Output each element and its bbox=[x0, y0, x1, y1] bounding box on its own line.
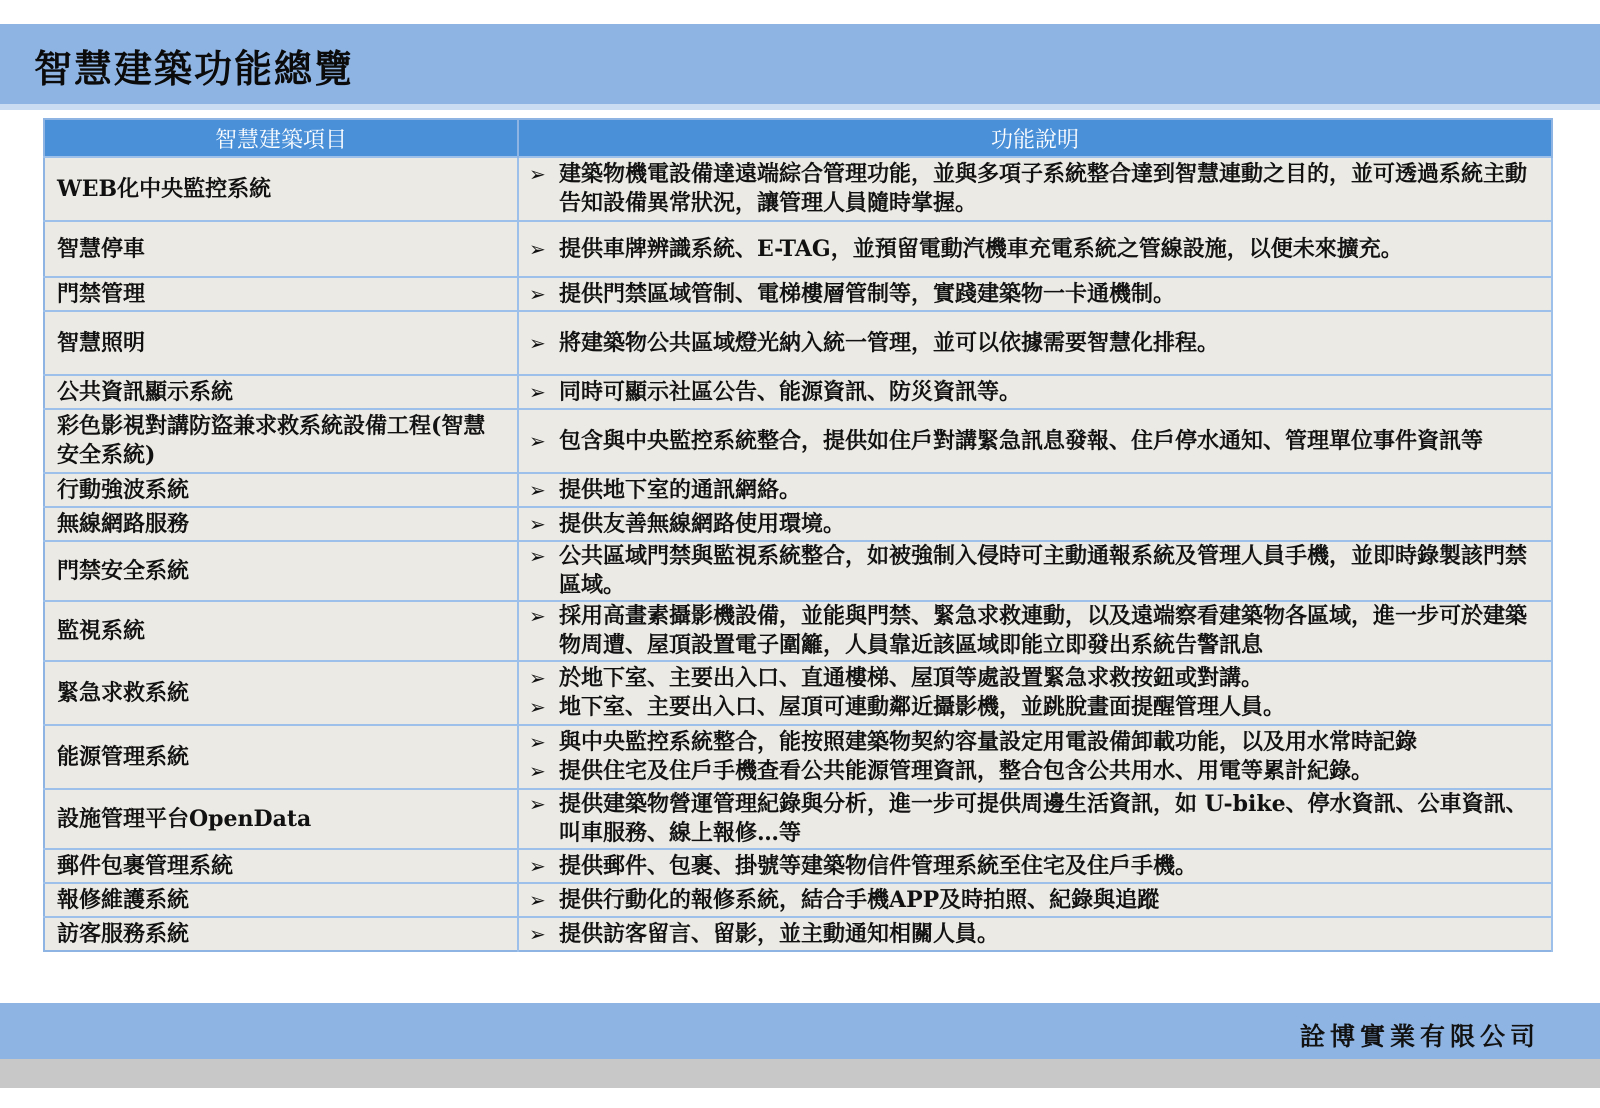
feature-description-text: 地下室、主要出入口、屋頂可連動鄰近攝影機，並跳脫畫面提醒管理人員。 bbox=[559, 694, 1286, 720]
arrow-bullet-icon: ➢ bbox=[529, 330, 546, 355]
arrow-bullet-icon: ➢ bbox=[529, 695, 546, 719]
table-header-row bbox=[44, 119, 1552, 157]
feature-description-bullet bbox=[529, 280, 1541, 309]
table-row bbox=[44, 725, 1552, 789]
page-title: 智慧建築功能總覽 bbox=[34, 47, 355, 91]
feature-description-text: 公共區域門禁與監視系統整合，如被強制入侵時可主動通報系統及管理人員手機，並即時錄製該門禁區域。 bbox=[559, 543, 1528, 598]
feature-description-bullet bbox=[529, 664, 1541, 693]
arrow-bullet-icon: ➢ bbox=[529, 162, 546, 186]
table-row bbox=[44, 849, 1552, 883]
feature-item-name: 門禁管理 bbox=[44, 277, 518, 311]
feature-description-cell bbox=[518, 725, 1552, 789]
arrow-bullet-icon: ➢ bbox=[529, 379, 546, 404]
feature-item-name: 彩色影視對講防盜兼求救系統設備工程(智慧安全系統) bbox=[44, 409, 518, 473]
feature-description-cell bbox=[518, 507, 1552, 541]
feature-description-cell bbox=[518, 849, 1552, 883]
feature-description-text: 提供郵件、包裹、掛號等建築物信件管理系統至住宅及住戶手機。 bbox=[559, 852, 1198, 879]
feature-description-cell bbox=[518, 409, 1552, 473]
feature-description-bullet bbox=[529, 852, 1541, 881]
table-row bbox=[44, 541, 1552, 601]
feature-description-text: 建築物機電設備達遠端綜合管理功能，並與多項子系統整合達到智慧連動之目的，並可透過系統主動告知設備異常狀況，讓管理人員隨時掌握。 bbox=[559, 161, 1528, 216]
arrow-bullet-icon: ➢ bbox=[529, 281, 546, 306]
feature-description-bullet bbox=[529, 693, 1541, 722]
feature-description-text: 於地下室、主要出入口、直通樓梯、屋頂等處設置緊急求救按鈕或對講。 bbox=[559, 665, 1264, 691]
table-row bbox=[44, 277, 1552, 311]
feature-item-name: 行動強波系統 bbox=[44, 473, 518, 507]
feature-description-text: 提供門禁區域管制、電梯樓層管制等，實踐建築物一卡通機制。 bbox=[559, 280, 1176, 307]
feature-description-cell bbox=[518, 473, 1552, 507]
table-row bbox=[44, 789, 1552, 849]
feature-description-bullet bbox=[529, 476, 1541, 505]
table-row bbox=[44, 311, 1552, 375]
feature-item-name: 智慧照明 bbox=[44, 311, 518, 375]
feature-description-text: 同時可顯示社區公告、能源資訊、防災資訊等。 bbox=[559, 378, 1022, 405]
feature-item-name: 能源管理系統 bbox=[44, 725, 518, 789]
feature-table bbox=[43, 118, 1553, 952]
arrow-bullet-icon: ➢ bbox=[529, 477, 546, 502]
feature-item-name: 公共資訊顯示系統 bbox=[44, 375, 518, 409]
feature-description-bullet bbox=[529, 235, 1541, 264]
arrow-bullet-icon: ➢ bbox=[529, 666, 546, 690]
arrow-bullet-icon: ➢ bbox=[529, 544, 546, 568]
feature-description-bullet bbox=[529, 757, 1541, 786]
feature-description-text: 提供車牌辨識系統、E-TAG，並預留電動汽機車充電系統之管線設施，以便未來擴充。 bbox=[559, 235, 1403, 262]
column-header-description: 功能說明 bbox=[518, 119, 1552, 157]
arrow-bullet-icon: ➢ bbox=[529, 921, 546, 946]
header-band bbox=[0, 24, 1600, 110]
feature-description-text: 提供建築物營運管理紀錄與分析，進一步可提供周邊生活資訊，如 U-bike、停水資訊、公車資訊、叫車服務、線上報修…等 bbox=[559, 791, 1528, 846]
arrow-bullet-icon: ➢ bbox=[529, 759, 546, 783]
feature-description-cell bbox=[518, 311, 1552, 375]
footer-bottom-strip bbox=[0, 1059, 1600, 1088]
feature-item-name: 門禁安全系統 bbox=[44, 541, 518, 601]
feature-item-name: 設施管理平台OpenData bbox=[44, 789, 518, 849]
feature-item-name: 郵件包裹管理系統 bbox=[44, 849, 518, 883]
feature-description-cell bbox=[518, 661, 1552, 725]
feature-item-name: 訪客服務系統 bbox=[44, 917, 518, 951]
feature-item-name: WEB化中央監控系統 bbox=[44, 157, 518, 221]
feature-description-bullet bbox=[529, 378, 1541, 407]
feature-description-bullet bbox=[529, 160, 1541, 218]
table-row bbox=[44, 409, 1552, 473]
feature-table-container bbox=[43, 118, 1551, 952]
feature-description-bullet bbox=[529, 790, 1541, 848]
feature-item-name: 緊急求救系統 bbox=[44, 661, 518, 725]
feature-description-text: 提供住宅及住戶手機查看公共能源管理資訊，整合包含公共用水、用電等累計紀錄。 bbox=[559, 758, 1374, 784]
feature-description-cell bbox=[518, 883, 1552, 917]
feature-description-text: 採用高畫素攝影機設備，並能與門禁、緊急求救連動，以及遠端察看建築物各區域，進一步可於建築物周遭、屋頂設置電子圍籬，人員靠近該區域即能立即發出系統告警訊息 bbox=[559, 603, 1528, 658]
arrow-bullet-icon: ➢ bbox=[529, 604, 546, 628]
feature-description-text: 與中央監控系統整合，能按照建築物契約容量設定用電設備卸載功能，以及用水常時記錄 bbox=[559, 729, 1418, 755]
feature-description-bullet bbox=[529, 329, 1541, 358]
feature-description-cell bbox=[518, 277, 1552, 311]
table-row bbox=[44, 507, 1552, 541]
table-body bbox=[44, 157, 1552, 951]
table-row bbox=[44, 221, 1552, 277]
feature-description-cell bbox=[518, 789, 1552, 849]
table-row bbox=[44, 917, 1552, 951]
feature-item-name: 監視系統 bbox=[44, 601, 518, 661]
feature-description-text: 提供地下室的通訊網絡。 bbox=[559, 476, 802, 503]
feature-description-text: 包含與中央監控系統整合，提供如住戶對講緊急訊息發報、住戶停水通知、管理單位事件資訊等 bbox=[559, 427, 1484, 454]
footer-band bbox=[0, 1003, 1600, 1059]
arrow-bullet-icon: ➢ bbox=[529, 730, 546, 754]
feature-description-bullet bbox=[529, 510, 1541, 539]
column-header-item: 智慧建築項目 bbox=[44, 119, 518, 157]
feature-item-name: 報修維護系統 bbox=[44, 883, 518, 917]
feature-description-bullet bbox=[529, 886, 1541, 915]
arrow-bullet-icon: ➢ bbox=[529, 887, 546, 912]
table-row bbox=[44, 883, 1552, 917]
feature-description-bullet bbox=[529, 427, 1541, 456]
table-row bbox=[44, 157, 1552, 221]
feature-description-cell bbox=[518, 541, 1552, 601]
arrow-bullet-icon: ➢ bbox=[529, 853, 546, 878]
feature-description-text: 提供行動化的報修系統，結合手機APP及時拍照、紀錄與追蹤 bbox=[559, 886, 1160, 913]
arrow-bullet-icon: ➢ bbox=[529, 792, 546, 816]
table-row bbox=[44, 601, 1552, 661]
feature-description-bullet bbox=[529, 728, 1541, 757]
feature-item-name: 無線網路服務 bbox=[44, 507, 518, 541]
arrow-bullet-icon: ➢ bbox=[529, 428, 546, 453]
arrow-bullet-icon: ➢ bbox=[529, 511, 546, 536]
company-name: 詮博實業有限公司 bbox=[1299, 1022, 1540, 1051]
table-row bbox=[44, 473, 1552, 507]
feature-description-cell bbox=[518, 917, 1552, 951]
feature-description-cell bbox=[518, 157, 1552, 221]
feature-description-cell bbox=[518, 601, 1552, 661]
table-row bbox=[44, 375, 1552, 409]
feature-description-bullet bbox=[529, 920, 1541, 949]
feature-item-name: 智慧停車 bbox=[44, 221, 518, 277]
arrow-bullet-icon: ➢ bbox=[529, 236, 546, 261]
feature-description-bullet bbox=[529, 602, 1541, 660]
feature-description-text: 提供友善無線網路使用環境。 bbox=[559, 510, 846, 537]
feature-description-cell bbox=[518, 221, 1552, 277]
table-row bbox=[44, 661, 1552, 725]
feature-description-cell bbox=[518, 375, 1552, 409]
feature-description-bullet bbox=[529, 542, 1541, 600]
feature-description-text: 提供訪客留言、留影，並主動通知相關人員。 bbox=[559, 920, 1000, 947]
feature-description-text: 將建築物公共區域燈光納入統一管理，並可以依據需要智慧化排程。 bbox=[559, 329, 1220, 356]
